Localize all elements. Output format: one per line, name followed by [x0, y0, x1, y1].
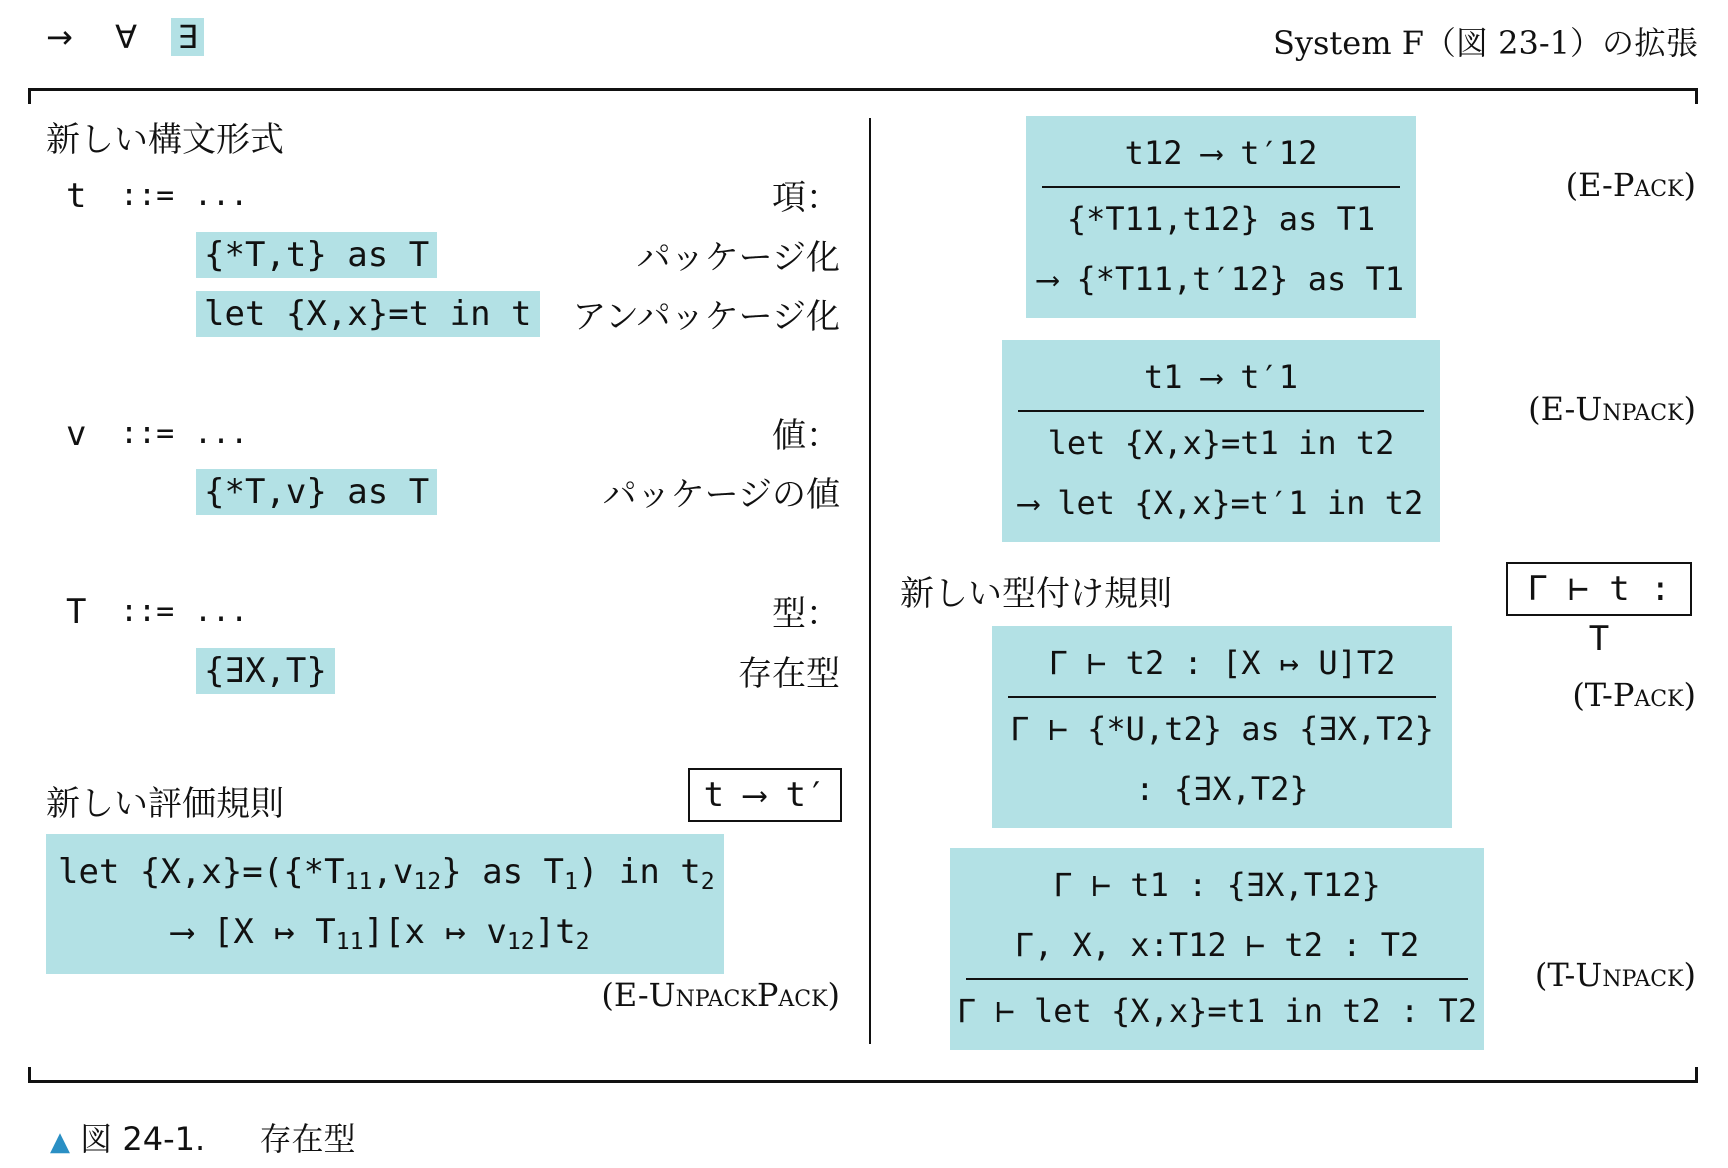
package-value-syntax: {*T,v} as T	[196, 469, 437, 515]
typing-judgment-box: Γ ⊢ t : T	[1506, 562, 1692, 616]
terms-var: t	[66, 176, 87, 216]
rule-t-unpack	[950, 848, 1484, 1050]
frame-bottom-right-tick	[1695, 1067, 1698, 1083]
e-unpack-premise: t1 ⟶ t′1	[1143, 358, 1299, 396]
types-category: 型：	[772, 594, 840, 634]
column-divider	[869, 118, 871, 1044]
unpack-desc: アンパッケージ化	[572, 297, 840, 337]
forall-symbol: ∀	[115, 18, 138, 56]
t-pack-label: (T-Pack)	[1572, 676, 1696, 714]
figure-caption	[50, 1114, 356, 1160]
e-pack-label: (E-Pack)	[1565, 166, 1696, 204]
values-dots: ...	[194, 416, 249, 451]
values-var: v	[66, 414, 87, 454]
e-unpackpack-line2: ⟶ [X ↦ $T_{11}][x$ ↦ $v_{12}]t_2$	[172, 912, 590, 955]
frame-top-right-tick	[1695, 88, 1698, 104]
e-unpack-conclusion-2: ⟶ let {X,x}=t′1 in t2	[1018, 484, 1424, 522]
evaluation-judgment-box: t ⟶ t′	[688, 768, 842, 822]
existential-type-desc: 存在型	[738, 654, 840, 694]
rule-e-pack	[1026, 116, 1416, 318]
frame-top-left-tick	[28, 88, 31, 104]
types-var: T	[66, 592, 87, 632]
t-unpack-inference-bar	[966, 978, 1468, 980]
t-pack-conclusion-2: : {∃X,T2}	[1135, 770, 1309, 808]
e-unpack-label: (E-Unpack)	[1528, 390, 1696, 428]
t-unpack-premise-2: Γ, X, x:T12 ⊢ t2 : T2	[1014, 926, 1420, 964]
t-unpack-label: (T-Unpack)	[1534, 956, 1696, 994]
exists-symbol: ∃	[171, 18, 203, 56]
frame-bottom-left-tick	[28, 1067, 31, 1083]
t-unpack-premise-1: Γ ⊢ t1 : {∃X,T12}	[1053, 866, 1381, 904]
t-unpack-conclusion: Γ ⊢ let {X,x}=t1 in t2 : T2	[956, 992, 1478, 1030]
values-category: 値：	[772, 416, 840, 456]
unpack-syntax: let {X,x}=t in t	[196, 291, 540, 337]
t-pack-inference-bar	[1008, 696, 1436, 698]
rule-e-unpack	[1002, 340, 1440, 542]
e-unpack-conclusion-1: let {X,x}=t1 in t2	[1047, 424, 1395, 462]
evaluation-heading: 新しい評価規則	[46, 784, 284, 824]
types-dots: ...	[194, 594, 249, 629]
header-title: System F（図 23-1）の拡張	[1272, 24, 1698, 62]
arrow-symbol: →	[46, 18, 73, 56]
e-pack-conclusion-1: {*T11,t12} as T1	[1066, 200, 1376, 238]
values-def: ::=	[120, 416, 175, 451]
caption-marker-icon: ▲	[50, 1127, 70, 1157]
header-symbols	[46, 18, 204, 56]
frame-bottom-border	[28, 1080, 1698, 1083]
terms-dots: ...	[194, 178, 249, 213]
syntax-heading: 新しい構文形式	[46, 120, 284, 160]
package-syntax: {*T,t} as T	[196, 232, 437, 278]
e-pack-inference-bar	[1042, 186, 1400, 188]
frame-top-border	[28, 88, 1698, 91]
e-unpackpack-label: (E-UnpackPack)	[601, 976, 840, 1014]
terms-def: ::=	[120, 178, 175, 213]
e-unpackpack-line1: let $\{X,x\}=(\{*T_{11},v_{12}\}$ as $T_1$) in $t_2$	[58, 852, 715, 895]
e-pack-premise: t12 ⟶ t′12	[1124, 134, 1318, 172]
rule-t-pack	[992, 626, 1452, 828]
caption-title: 存在型	[259, 1120, 356, 1158]
terms-category: 項：	[772, 178, 840, 218]
t-pack-premise: Γ ⊢ t2 : [X ↦ U]T2	[1048, 644, 1396, 682]
t-pack-conclusion-1: Γ ⊢ {*U,t2} as {∃X,T2}	[1010, 710, 1434, 748]
e-pack-conclusion-2: ⟶ {*T11,t′12} as T1	[1037, 260, 1405, 298]
types-def: ::=	[120, 594, 175, 629]
caption-figure-number: 図 24-1.	[80, 1120, 206, 1158]
existential-type-syntax: {∃X,T}	[196, 648, 335, 694]
typing-heading: 新しい型付け規則	[900, 574, 1172, 614]
rule-e-unpackpack	[46, 834, 724, 974]
package-value-desc: パッケージの値	[602, 475, 840, 515]
package-desc: パッケージ化	[636, 238, 840, 278]
e-unpack-inference-bar	[1018, 410, 1424, 412]
